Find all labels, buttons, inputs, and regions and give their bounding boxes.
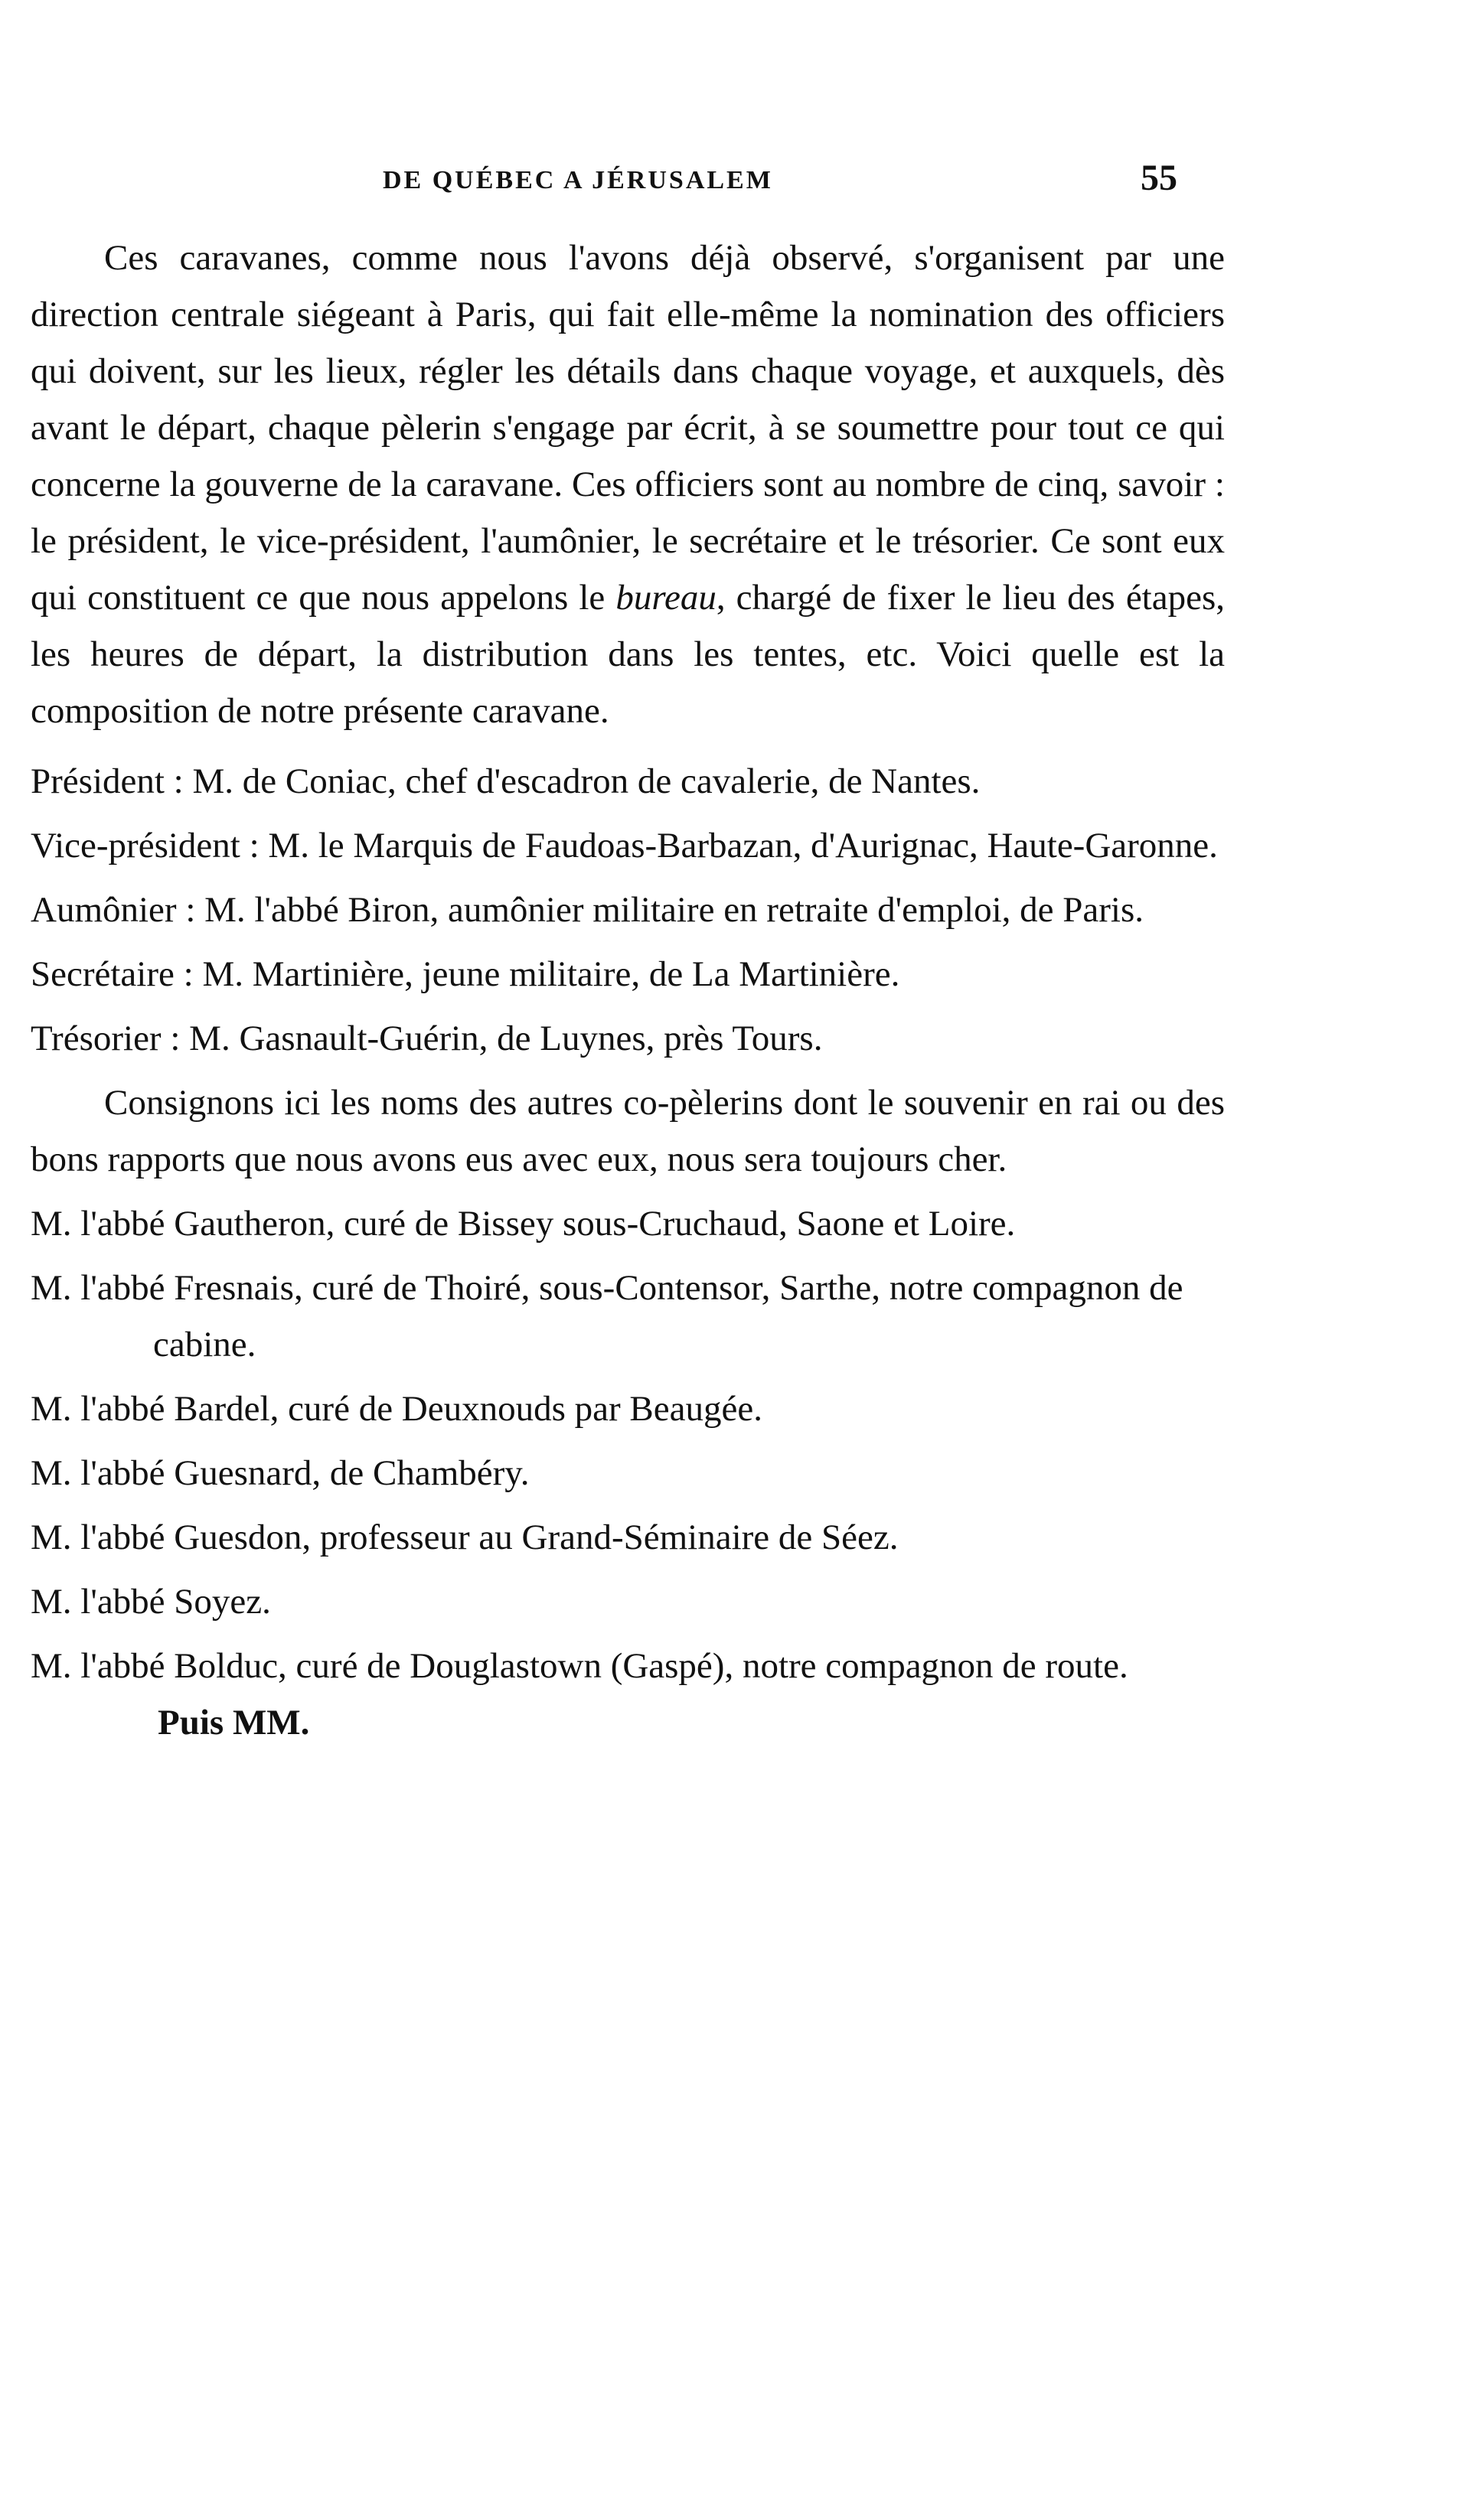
officer-entry-secretary: Secrétaire : M. Martinière, jeune militaire, de La Martinière. bbox=[31, 954, 900, 994]
running-title: DE QUÉBEC A JÉRUSALEM bbox=[383, 166, 773, 194]
pilgrim-entry: M. l'abbé Guesdon, professeur au Grand-Séminaire de Séez. bbox=[31, 1518, 899, 1557]
page-body bbox=[31, 230, 1225, 1751]
intro-text: Ces caravanes, comme nous l'avons déjà observé, s'organisent par une direction centrale siégeant à Paris, qui fait elle-même la nomination des officiers qui doivent, sur les lieux, régler les détails dans chaque voyage, et auxquels, dès avant le départ, chaque pèlerin s'engage par écrit, à se soumettre pour tout ce qui concerne la gouverne de la caravane. Ces officiers sont au nombre de cinq, savoir : le président, le vice-président, l'aumônier, le secrétaire et le trésorier. Ce sont eux qui constituent ce que nous appelons le bbox=[31, 238, 1225, 618]
officer-text: M. Martinière, jeune militaire, de La Martinière. bbox=[202, 954, 900, 994]
closing-line bbox=[31, 1694, 1225, 1751]
intro-text-end: , chargé de fixer le lieu des étapes, les heures de départ, la distribution dans les tentes, etc. Voici quelle est la composition de notre présente caravane. bbox=[31, 578, 1226, 731]
intro-emphasis: bureau bbox=[615, 578, 717, 618]
pilgrim-entry: M. l'abbé Gautheron, curé de Bissey sous-Cruchaud, Saone et Loire. bbox=[31, 1204, 1016, 1244]
page-header bbox=[0, 157, 1482, 203]
officer-text: M. de Coniac, chef d'escadron de cavalerie, de Nantes. bbox=[192, 761, 981, 801]
officer-entry-treasurer: Trésorier : M. Gasnault-Guérin, de Luynes, près Tours. bbox=[31, 1019, 823, 1058]
page-number: 55 bbox=[1141, 158, 1177, 198]
officer-entry-vice-president: Vice-président : M. le Marquis de Faudoas-Barbazan, d'Aurignac, Haute-Garonne. bbox=[31, 826, 1218, 866]
pilgrim-entry: M. l'abbé Fresnais, curé de Thoiré, sous-Contensor, Sarthe, notre compagnon de cabine. bbox=[31, 1268, 1183, 1364]
officer-text: M. le Marquis de Faudoas-Barbazan, d'Aurignac, Haute-Garonne. bbox=[268, 826, 1218, 866]
officer-role: Trésorier bbox=[31, 1019, 162, 1058]
officer-text: M. Gasnault-Guérin, de Luynes, près Tours. bbox=[189, 1019, 823, 1058]
officer-role: Aumônier bbox=[31, 890, 177, 930]
officer-role: Vice-président bbox=[31, 826, 240, 866]
intro-paragraph bbox=[31, 230, 1225, 739]
pilgrim-entry: M. l'abbé Bolduc, curé de Douglastown (Gaspé), notre compagnon de route. bbox=[31, 1646, 1128, 1686]
officer-role: Président bbox=[31, 761, 165, 801]
officer-role: Secrétaire bbox=[31, 954, 175, 994]
pilgrim-entry: M. l'abbé Guesnard, de Chambéry. bbox=[31, 1453, 530, 1493]
closing-text: Puis MM. bbox=[158, 1703, 310, 1742]
officer-entry-chaplain: Aumônier : M. l'abbé Biron, aumônier militaire en retraite d'emploi, de Paris. bbox=[31, 890, 1144, 930]
officer-entry-president: Président : M. de Coniac, chef d'escadron de cavalerie, de Nantes. bbox=[31, 761, 981, 801]
officer-text: M. l'abbé Biron, aumônier militaire en retraite d'emploi, de Paris. bbox=[204, 890, 1144, 930]
pilgrim-entry: M. l'abbé Soyez. bbox=[31, 1582, 271, 1622]
transition-paragraph: Consignons ici les noms des autres co-pèlerins dont le souvenir en rai ou des bons rapports que nous avons eus avec eux, nous sera toujours cher. bbox=[31, 1083, 1225, 1179]
pilgrim-entry: M. l'abbé Bardel, curé de Deuxnouds par Beaugée. bbox=[31, 1389, 762, 1429]
